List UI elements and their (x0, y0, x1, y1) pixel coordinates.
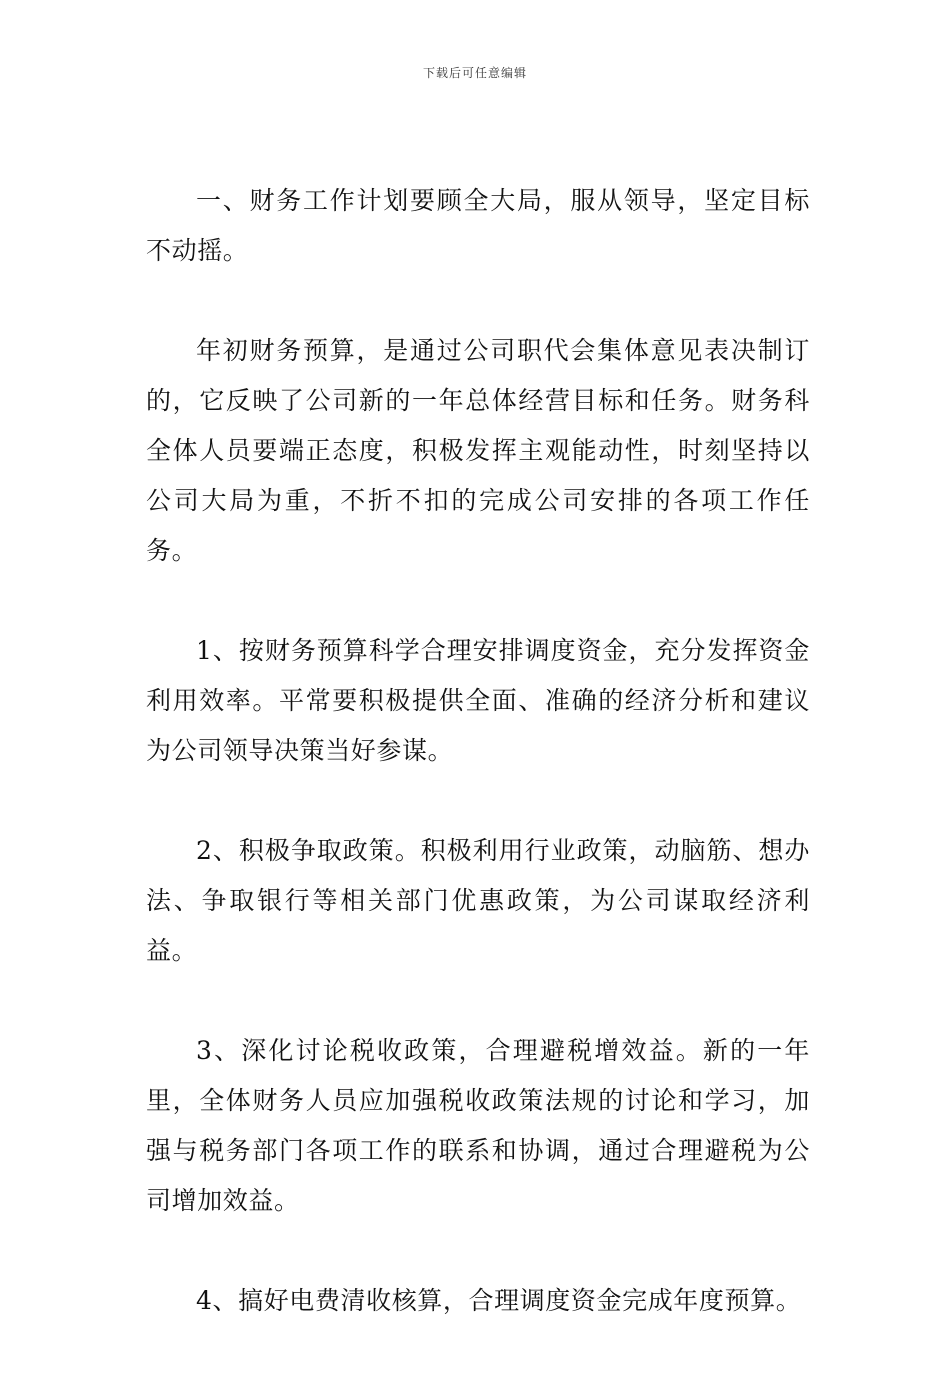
paragraph-section-one: 一、财务工作计划要顾全大局，服从领导，坚定目标不动摇。 (146, 186, 810, 265)
paragraph-item-2: 2、积极争取政策。积极利用行业政策，动脑筋、想办法、争取银行等相关部门优惠政策，为公司谋取经济利益。 (146, 836, 810, 965)
page-header: 下载后可任意编辑 (422, 66, 527, 80)
paragraph-item-1: 1、按财务预算科学合理安排调度资金，充分发挥资金利用效率。平常要积极提供全面、准确的经济分析和建议为公司领导决策当好参谋。 (146, 636, 810, 765)
paragraph-budget-intro: 年初财务预算，是通过公司职代会集体意见表决制订的，它反映了公司新的一年总体经营目标和任务。财务科全体人员要端正态度，积极发挥主观能动性，时刻坚持以公司大局为重，不折不扣的完成公司安排的各项工作任务。 (146, 336, 810, 565)
paragraph-item-4: 4、搞好电费清收核算，合理调度资金完成年度预算。 (196, 1286, 802, 1315)
paragraph-item-3: 3、深化讨论税收政策，合理避税增效益。新的一年里，全体财务人员应加强税收政策法规的讨论和学习，加强与税务部门各项工作的联系和协调，通过合理避税为公司增加效益。 (146, 1036, 810, 1215)
document-body (146, 176, 810, 1376)
